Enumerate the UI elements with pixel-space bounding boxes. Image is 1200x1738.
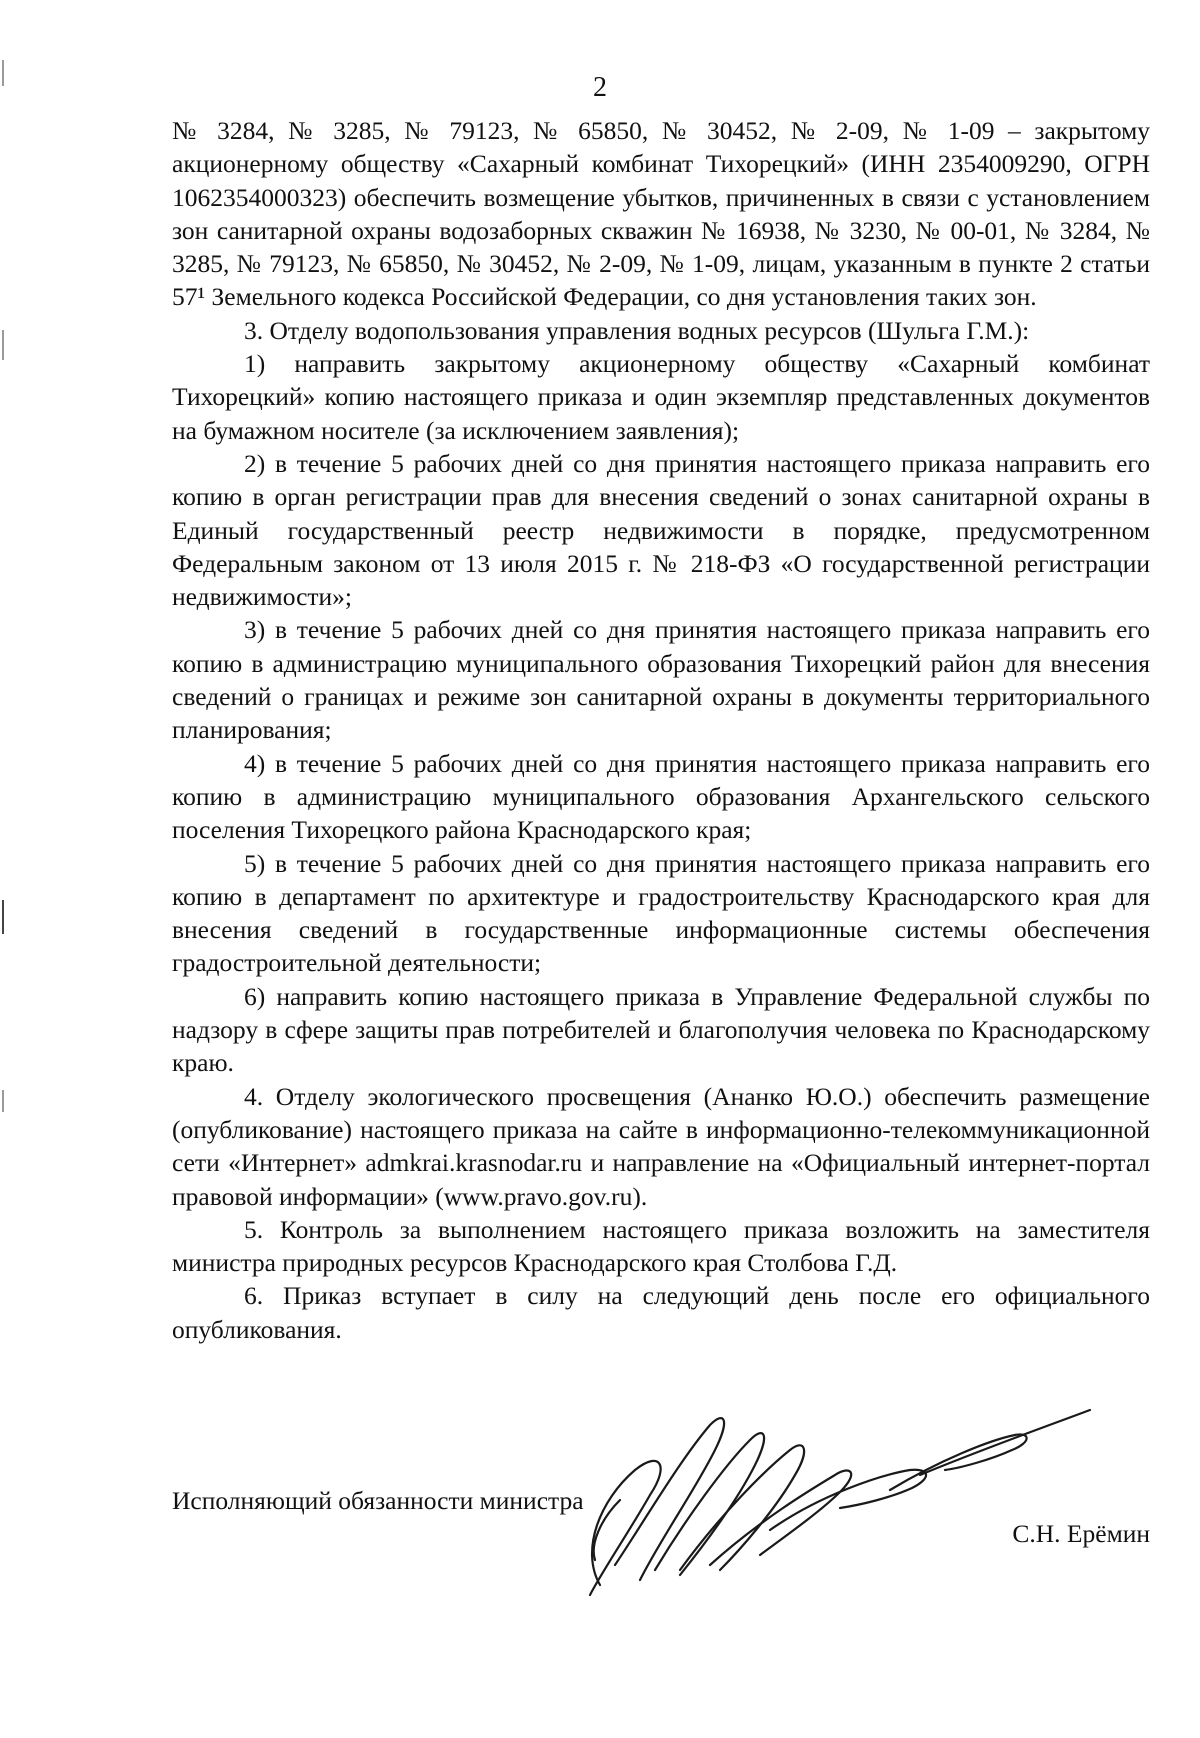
paragraph-subitem-2: 2) в течение 5 рабочих дней со дня принятия настоящего приказа направить его копию в орган регистрации прав для внесения сведений о зонах санитарной охраны в Единый государственный реестр недвижимости в порядке, предусмотренном Федеральным законом от 13 июля 2015 г. № 218-ФЗ «О государственной регистрации недвижимости»; [172,448,1150,612]
signer-name: С.Н. Ерёмин [1012,1519,1150,1548]
paragraph-item-5: 5. Контроль за выполнением настоящего приказа возложить на заместителя министра природных ресурсов Краснодарского края Столбова Г.Д. [172,1214,1150,1278]
page-number: 2 [593,72,607,103]
paragraph-item-3: 3. Отделу водопользования управления водных ресурсов (Шульга Г.М.): [244,315,1030,345]
scan-edge-mark [2,1090,4,1112]
paragraph-item-4: 4. Отделу экологического просвещения (Ананко Ю.О.) обеспечить размещение (опубликование) настоящего приказа на сайте в информационно-телекоммуникационной сети «Интернет» admkrai.krasnodar.ru и направление на «Официальный интернет-портал правовой информации» (www.pravo.gov.ru). [172,1081,1150,1211]
document-body [172,114,1150,1346]
paragraph-item-6: 6. Приказ вступает в силу на следующий день после его официального опубликования. [172,1281,1150,1344]
paragraph-subitem-1: 1) направить закрытому акционерному обществу «Сахарный комбинат Тихорецкий» копию настоящего приказа и один экземпляр представленных документов на бумажном носителе (за исключением заявления); [172,349,1150,445]
signer-title: Исполняющий обязанности министра [172,1486,584,1515]
scan-edge-mark [2,330,4,360]
signature-block [172,1484,1150,1604]
scan-edge-mark [2,900,4,934]
paragraph-continuation: № 3284, № 3285, № 79123, № 65850, № 30452, № 2-09, № 1-09 – закрытому акционерному обществу «Сахарный комбинат Тихорецкий» (ИНН 2354009290, ОГРН 1062354000323) обеспечить возмещение убытков, причиненных в связи с установлением зон санитарной охраны водозаборных скважин № 16938, № 3230, № 00-01, № 3284, № 3285, № 79123, № 65850, № 30452, № 2-09, № 1-09, лицам, указанным в пункте 2 статьи 57¹ Земельного кодекса Российской Федерации, со дня установления таких зон. [172,116,1150,312]
paragraph-subitem-5: 5) в течение 5 рабочих дней со дня принятия настоящего приказа направить его копию в департамент по архитектуре и градостроительству Краснодарского края для внесения сведений в государственные информационные системы обеспечения градостроительной деятельности; [172,848,1150,978]
paragraph-subitem-6: 6) направить копию настоящего приказа в Управление Федеральной службы по надзору в сфере защиты прав потребителей и благополучия человека по Краснодарскому краю. [172,981,1150,1078]
paragraph-subitem-3: 3) в течение 5 рабочих дней со дня принятия настоящего приказа направить его копию в администрацию муниципального образования Тихорецкий район для внесения сведений о границах и режиме зон санитарной охраны в документы территориального планирования; [172,615,1150,745]
paragraph-subitem-4: 4) в течение 5 рабочих дней со дня принятия настоящего приказа направить его копию в администрацию муниципального образования Архангельского сельского поселения Тихорецкого района Краснодарского края; [172,748,1150,845]
